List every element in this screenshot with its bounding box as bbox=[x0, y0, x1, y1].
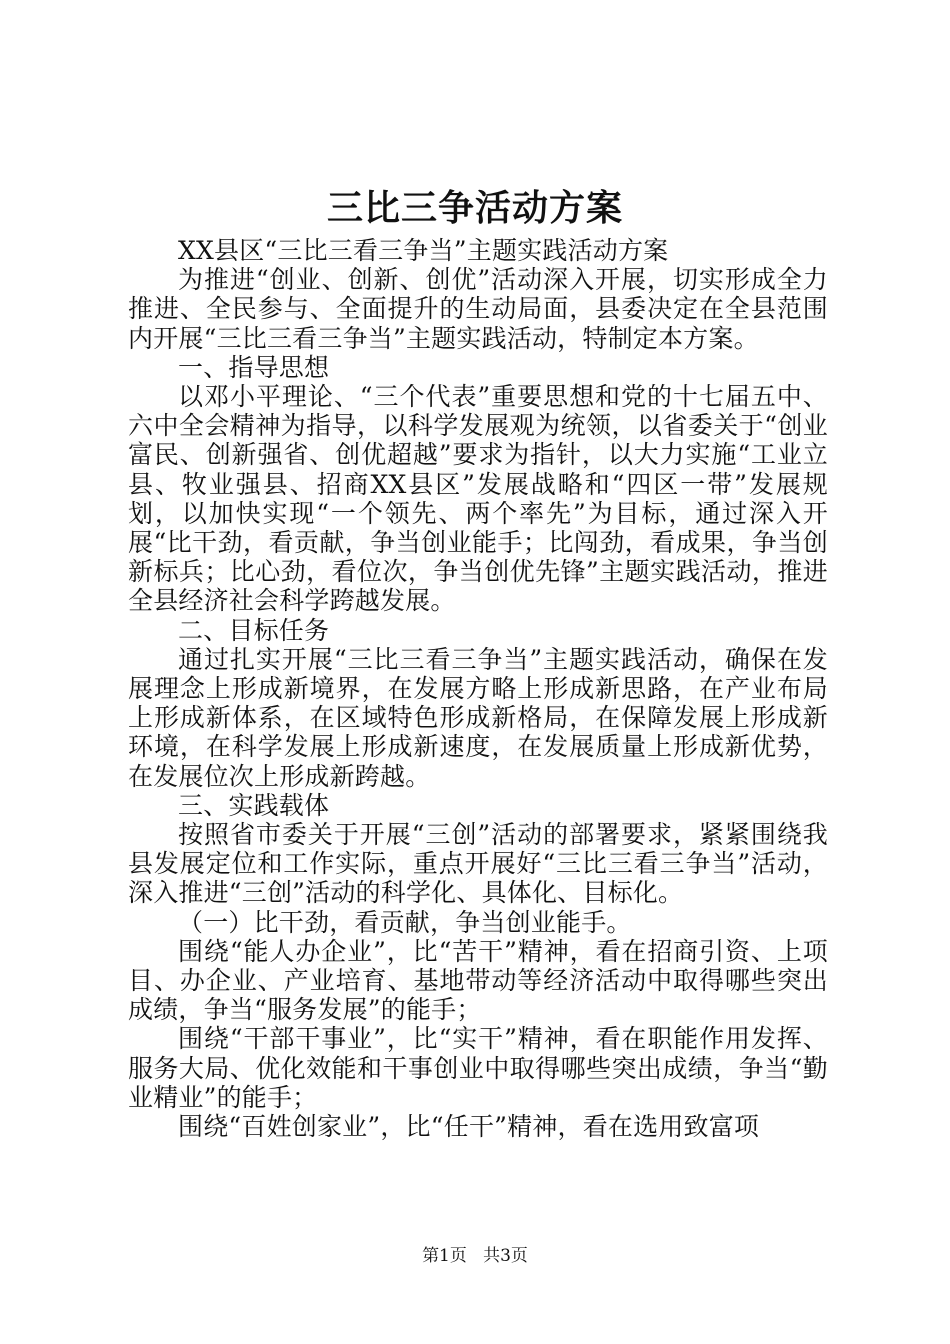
section-heading-practice-carrier: 三、实践载体 bbox=[178, 790, 330, 820]
paragraph-cadre-career: 围绕“干部干事业”，比“实干”精神，看在职能作用发挥、服务大局、优化效能和干事创业中取得哪些突出成绩，争当“勤业精业”的能手； bbox=[128, 1024, 828, 1112]
page-footer bbox=[0, 1244, 950, 1268]
paragraph-subtitle: XX县区“三比三看三争当”主题实践活动方案 bbox=[178, 236, 669, 265]
paragraph-people-family: 围绕“百姓创家业”，比“任干”精神，看在选用致富项 bbox=[178, 1112, 760, 1142]
section-heading-goals: 二、目标任务 bbox=[178, 615, 330, 645]
paragraph-guiding-thought: 以邓小平理论、“三个代表”重要思想和党的十七届五中、六中全会精神为指导，以科学发展观为统领，以省委关于“创业富民、创新强省、创优超越”要求为指针，以大力实施“工业立县、牧业强县、招商XX县区”发展战略和“四区一带”发展规划，以加快实现“一个领先、两个率先”为目标，通过深入开展“比干劲，看贡献，争当创业能手；比闯劲，看成果，争当创新标兵；比心劲，看位次，争当创优先锋”主题实践活动，推进全县经济社会科学跨越发展。 bbox=[128, 382, 828, 616]
paragraph-capable-enterprise: 围绕“能人办企业”，比“苦干”精神，看在招商引资、上项目、办企业、产业培育、基地带动等经济活动中取得哪些突出成绩，争当“服务发展”的能手； bbox=[128, 936, 828, 1025]
subsection-heading-1: （一）比干劲，看贡献，争当创业能手。 bbox=[178, 907, 632, 937]
section-heading-guiding-thought: 一、指导思想 bbox=[178, 352, 330, 382]
page-number: 第1页 bbox=[422, 1246, 467, 1266]
paragraph-goals: 通过扎实开展“三比三看三争当”主题实践活动，确保在发展理念上形成新境界，在发展方略上形成新思路，在产业布局上形成新体系，在区域特色形成新格局，在保障发展上形成新环境，在科学发展上形成新速度，在发展质量上形成新优势，在发展位次上形成新跨越。 bbox=[128, 644, 828, 791]
page-total: 共3页 bbox=[483, 1246, 528, 1266]
document-title: 三比三争活动方案 bbox=[326, 187, 623, 229]
paragraph-practice-carrier: 按照省市委关于开展“三创”活动的部署要求，紧紧围绕我县发展定位和工作实际，重点开展好“三比三看三争当”活动，深入推进“三创”活动的科学化、具体化、目标化。 bbox=[128, 820, 828, 908]
paragraph-intro: 为推进“创业、创新、创优”活动深入开展，切实形成全力推进、全民参与、全面提升的生动局面，县委决定在全县范围内开展“三比三看三争当”主题实践活动，特制定本方案。 bbox=[128, 265, 828, 353]
document-body bbox=[128, 236, 828, 1141]
